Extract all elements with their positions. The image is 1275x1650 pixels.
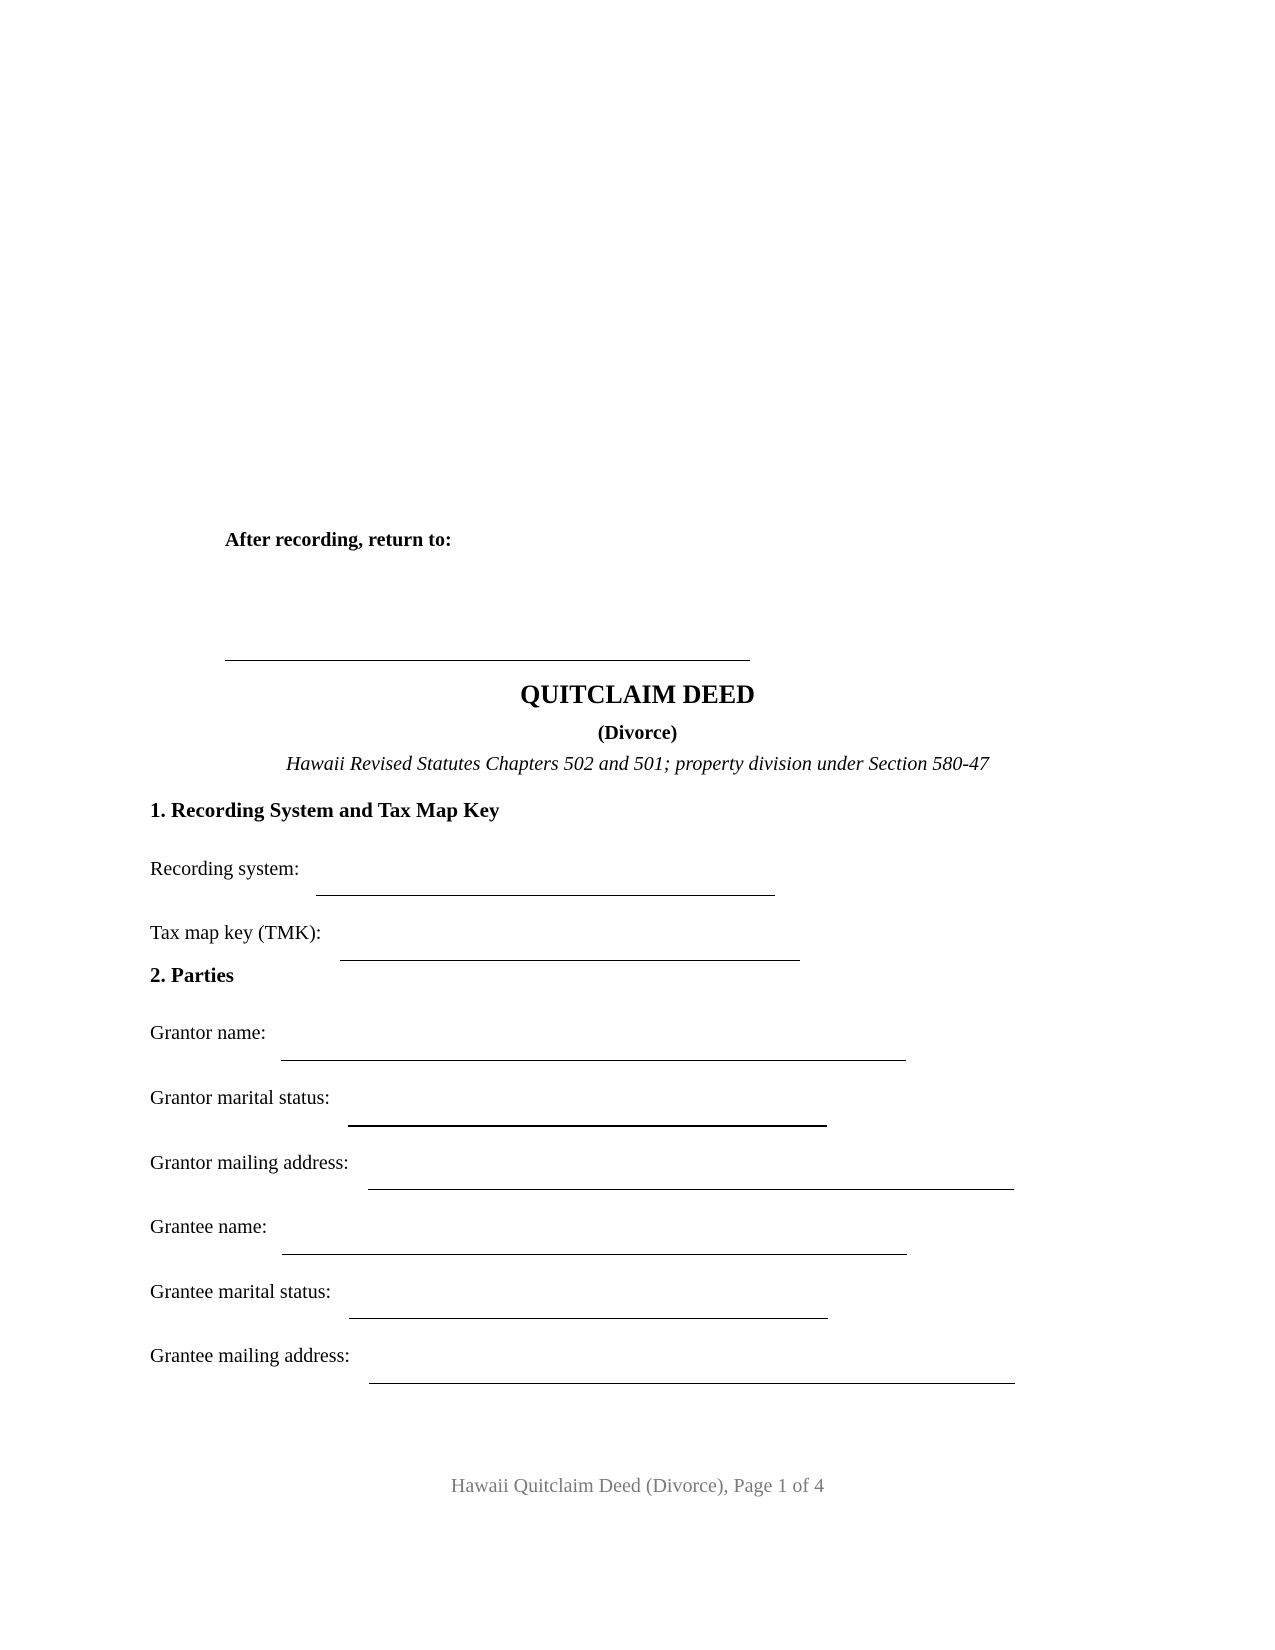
grantor-name-label: Grantor name:	[150, 1022, 267, 1044]
document-title: QUITCLAIM DEED	[520, 680, 755, 709]
grantor-marital-status-field[interactable]	[348, 1125, 827, 1127]
recording-system-label: Recording system:	[150, 858, 300, 880]
grantor-mailing-address-label: Grantor mailing address:	[150, 1152, 349, 1174]
section-heading-parties: 2. Parties	[150, 963, 234, 987]
return-to-label: After recording, return to:	[225, 529, 452, 551]
grantor-mailing-address-field[interactable]	[368, 1189, 1014, 1190]
page-footer: Hawaii Quitclaim Deed (Divorce), Page 1 of 4	[450, 1475, 825, 1497]
statute-reference: Hawaii Revised Statutes Chapters 502 and 501; property division under Section 580-47	[285, 753, 990, 775]
recording-system-field[interactable]	[316, 895, 775, 896]
grantee-name-field[interactable]	[282, 1254, 907, 1255]
grantee-mailing-address-field[interactable]	[369, 1383, 1015, 1384]
grantee-mailing-address-label: Grantee mailing address:	[150, 1345, 350, 1367]
grantee-name-label: Grantee name:	[150, 1216, 268, 1238]
grantee-marital-status-label: Grantee marital status:	[150, 1281, 332, 1303]
grantor-marital-status-label: Grantor marital status:	[150, 1087, 330, 1109]
grantor-name-field[interactable]	[281, 1060, 906, 1061]
section-heading-recording: 1. Recording System and Tax Map Key	[150, 798, 500, 822]
tmk-label: Tax map key (TMK):	[150, 922, 322, 944]
return-to-address-line[interactable]	[225, 660, 750, 661]
tmk-field[interactable]	[340, 960, 800, 961]
document-subtitle: (Divorce)	[597, 722, 678, 744]
grantee-marital-status-field[interactable]	[349, 1318, 828, 1319]
